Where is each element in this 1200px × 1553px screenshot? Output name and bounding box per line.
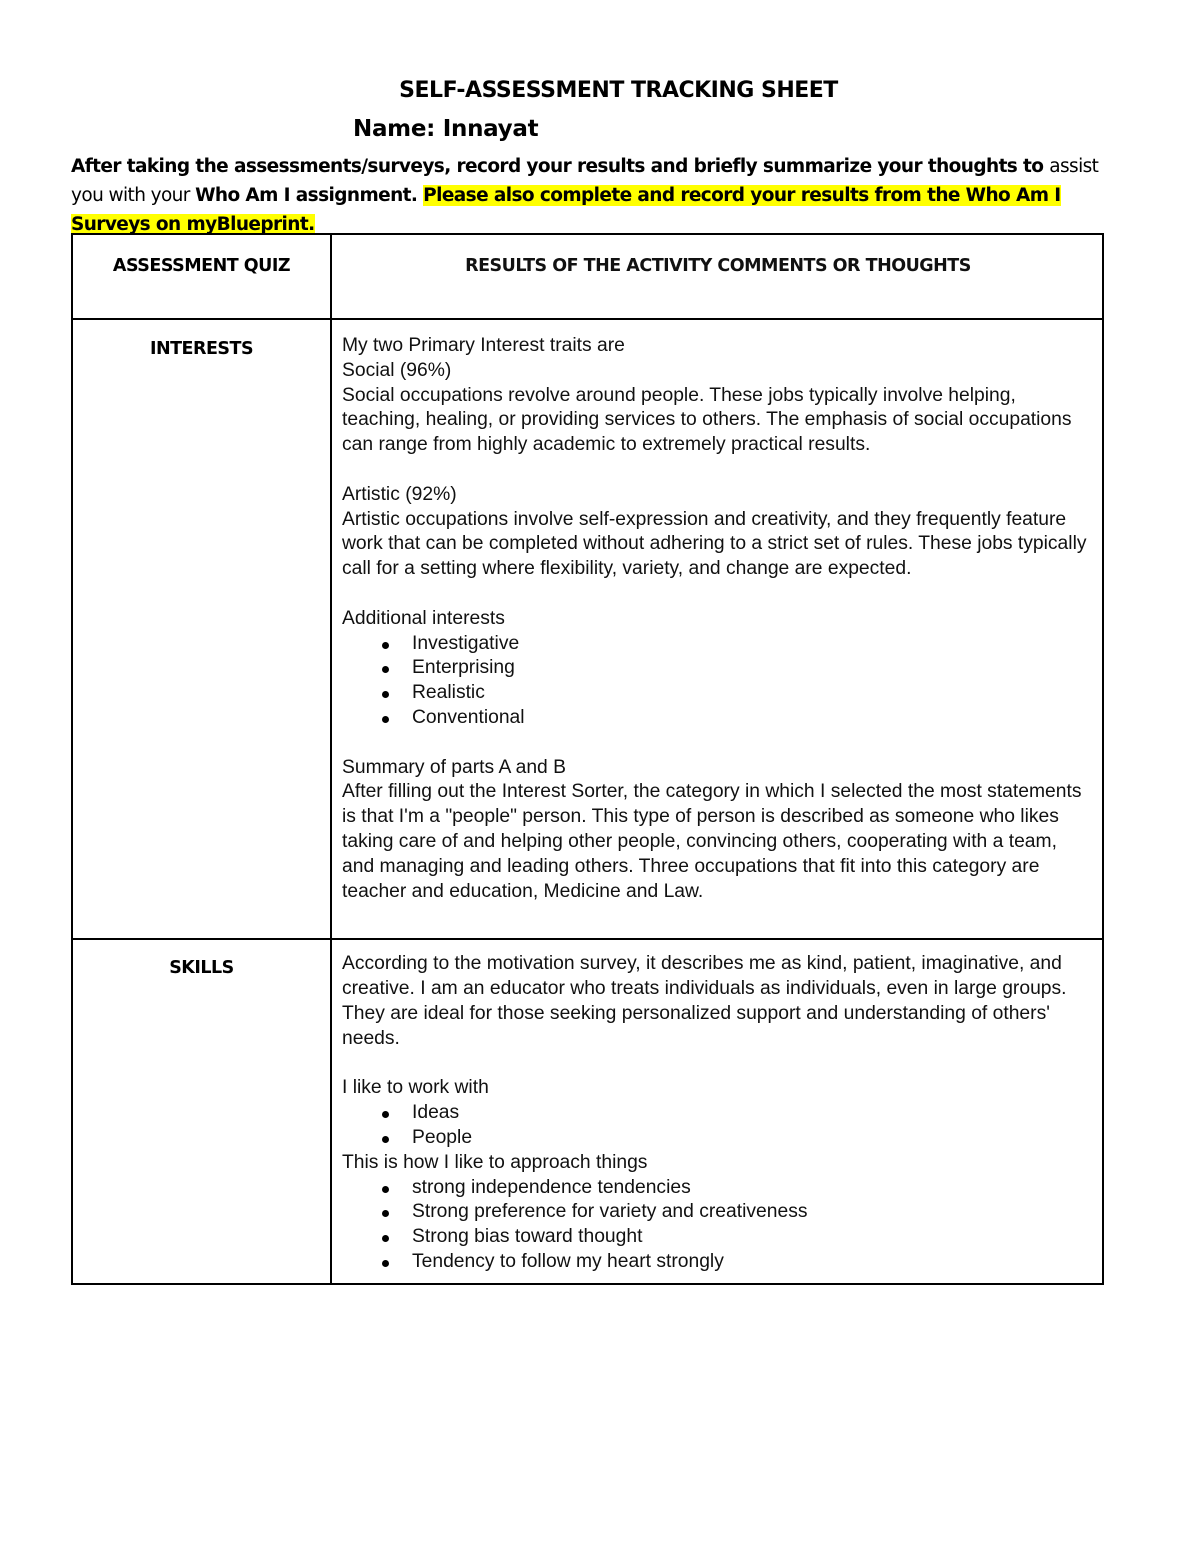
skills-motivation: According to the motivation survey, it describes me as kind, patient, imaginative, and creative. I am an educator who treats individuals as individuals, even in large groups. They are ideal for those seeking personalized support and understanding of others' needs.	[342, 953, 1067, 1049]
list-item: People	[342, 1126, 1094, 1151]
work-with-list	[342, 1101, 1094, 1151]
student-name: Name: Innayat	[353, 116, 539, 142]
table-row	[72, 319, 1103, 939]
row-label-interests: INTERESTS	[72, 319, 331, 939]
additional-interests-list	[342, 632, 1094, 731]
interests-intro: My two Primary Interest traits are	[342, 335, 625, 356]
summary-heading: Summary of parts A and B	[342, 756, 566, 778]
additional-interests-heading: Additional interests	[342, 607, 505, 629]
instructions-highlight: Please also complete and record your results from the Who Am I Surveys on myBlueprint.	[71, 185, 1061, 235]
list-item: Strong bias toward thought	[342, 1225, 1094, 1250]
instructions-assignment: Who Am I assignment.	[195, 185, 418, 206]
header-results: RESULTS OF THE ACTIVITY COMMENTS OR THOUGHTS	[331, 234, 1103, 319]
list-item: Conventional	[342, 706, 1094, 731]
list-item: Ideas	[342, 1101, 1094, 1126]
interest-social-desc: Social occupations revolve around people. These jobs typically involve helping, teaching, healing, or providing services to others. The emphasis of social occupations can range from highly academic to extremely practical results.	[342, 384, 1072, 456]
summary-text: After filling out the Interest Sorter, the category in which I selected the most statements is that I'm a "people" person. This type of person is described as someone who likes taking care of and helping other people, convincing others, cooperating with a team, and managing and leading others. Three occupations that fit into this category are teacher and education, Medicine and Law.	[342, 781, 1082, 902]
list-item: Tendency to follow my heart strongly	[342, 1250, 1094, 1275]
list-item: Investigative	[342, 632, 1094, 657]
skills-results	[331, 939, 1103, 1283]
approach-list	[342, 1176, 1094, 1275]
header-assessment-quiz: ASSESSMENT QUIZ	[72, 234, 331, 319]
table-row	[72, 939, 1103, 1283]
list-item: Strong preference for variety and creativeness	[342, 1200, 1094, 1225]
interest-artistic: Artistic (92%)	[342, 483, 457, 505]
table-header-row	[72, 234, 1103, 319]
interest-artistic-desc: Artistic occupations involve self-expression and creativity, and they frequently feature work that can be completed without adhering to a strict set of rules. These jobs typically call for a setting where flexibility, variety, and change are expected.	[342, 508, 1087, 580]
instructions-text-plain: assist you with your	[71, 156, 1099, 206]
approach-heading: This is how I like to approach things	[342, 1151, 648, 1173]
instructions	[71, 152, 1111, 239]
assessment-table	[71, 233, 1104, 1285]
row-label-skills: SKILLS	[72, 939, 331, 1283]
list-item: Realistic	[342, 681, 1094, 706]
interest-social: Social (96%)	[342, 359, 452, 381]
list-item: strong independence tendencies	[342, 1176, 1094, 1201]
instructions-text: After taking the assessments/surveys, record your results and briefly summarize your thoughts to	[71, 156, 1044, 177]
interests-results	[331, 319, 1103, 939]
list-item: Enterprising	[342, 656, 1094, 681]
page-title: SELF-ASSESSMENT TRACKING SHEET	[399, 78, 838, 103]
work-with-heading: I like to work with	[342, 1077, 489, 1099]
